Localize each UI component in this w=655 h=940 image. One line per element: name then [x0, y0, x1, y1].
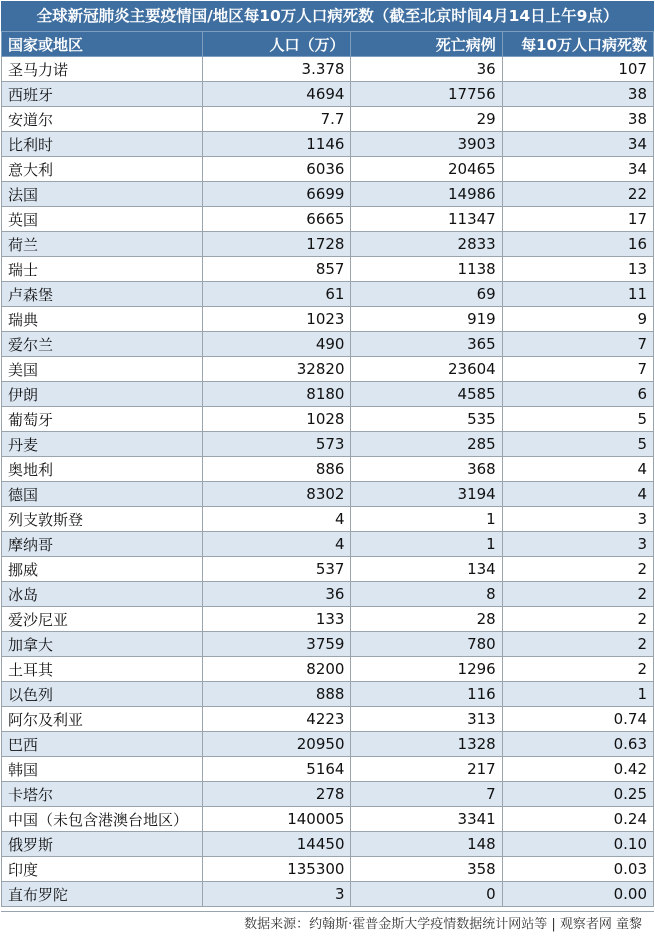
table-row: [2, 807, 654, 832]
deaths-per-100k-cell: 2: [502, 607, 653, 632]
population-cell: 133: [203, 607, 351, 632]
population-cell: 6699: [203, 182, 351, 207]
deaths-per-100k-cell: 0.63: [502, 732, 653, 757]
country-cell: 中国（未包含港澳台地区）: [2, 807, 203, 832]
population-cell: 573: [203, 432, 351, 457]
deaths-per-100k-cell: 7: [502, 332, 653, 357]
deaths-cell: 28: [351, 607, 502, 632]
deaths-per-100k-cell: 0.25: [502, 782, 653, 807]
population-cell: 3: [203, 882, 351, 907]
deaths-cell: 148: [351, 832, 502, 857]
deaths-per-100k-cell: 6: [502, 382, 653, 407]
population-cell: 3.378: [203, 57, 351, 82]
deaths-cell: 0: [351, 882, 502, 907]
population-cell: 4: [203, 507, 351, 532]
country-cell: 西班牙: [2, 82, 203, 107]
country-cell: 瑞士: [2, 257, 203, 282]
deaths-cell: 14986: [351, 182, 502, 207]
column-header-country: 国家或地区: [2, 32, 203, 57]
country-cell: 阿尔及利亚: [2, 707, 203, 732]
population-cell: 1728: [203, 232, 351, 257]
population-cell: 886: [203, 457, 351, 482]
country-cell: 冰岛: [2, 582, 203, 607]
deaths-per-100k-cell: 7: [502, 357, 653, 382]
deaths-per-100k-cell: 0.42: [502, 757, 653, 782]
deaths-per-100k-cell: 2: [502, 657, 653, 682]
country-cell: 美国: [2, 357, 203, 382]
population-cell: 4223: [203, 707, 351, 732]
deaths-cell: 116: [351, 682, 502, 707]
deaths-cell: 23604: [351, 357, 502, 382]
deaths-cell: 3194: [351, 482, 502, 507]
population-cell: 1023: [203, 307, 351, 332]
population-cell: 36: [203, 582, 351, 607]
table-row: [2, 407, 654, 432]
country-cell: 摩纳哥: [2, 532, 203, 557]
header-row: [2, 32, 654, 57]
deaths-cell: 7: [351, 782, 502, 807]
country-cell: 印度: [2, 857, 203, 882]
deaths-per-100k-cell: 4: [502, 482, 653, 507]
deaths-per-100k-cell: 9: [502, 307, 653, 332]
deaths-per-100k-cell: 3: [502, 532, 653, 557]
population-cell: 537: [203, 557, 351, 582]
deaths-cell: 285: [351, 432, 502, 457]
country-cell: 挪威: [2, 557, 203, 582]
table-row: [2, 107, 654, 132]
deaths-per-100k-cell: 17: [502, 207, 653, 232]
country-cell: 比利时: [2, 132, 203, 157]
country-cell: 奥地利: [2, 457, 203, 482]
table-row: [2, 82, 654, 107]
deaths-per-100k-cell: 2: [502, 632, 653, 657]
deaths-cell: 36: [351, 57, 502, 82]
table-row: [2, 882, 654, 907]
table-row: [2, 607, 654, 632]
table-row: [2, 132, 654, 157]
country-cell: 荷兰: [2, 232, 203, 257]
population-cell: 6665: [203, 207, 351, 232]
deaths-cell: 2833: [351, 232, 502, 257]
deaths-per-100k-cell: 3: [502, 507, 653, 532]
table-row: [2, 157, 654, 182]
country-cell: 葡萄牙: [2, 407, 203, 432]
country-cell: 以色列: [2, 682, 203, 707]
column-header-population: 人口（万）: [203, 32, 351, 57]
deaths-per-100k-cell: 34: [502, 132, 653, 157]
population-cell: 14450: [203, 832, 351, 857]
deaths-cell: 365: [351, 332, 502, 357]
table-row: [2, 732, 654, 757]
deaths-per-100k-cell: 0.24: [502, 807, 653, 832]
population-cell: 135300: [203, 857, 351, 882]
table-row: [2, 682, 654, 707]
table-row: [2, 507, 654, 532]
country-cell: 巴西: [2, 732, 203, 757]
table-row: [2, 307, 654, 332]
table-row: [2, 582, 654, 607]
table-row: [2, 332, 654, 357]
population-cell: 3759: [203, 632, 351, 657]
country-cell: 土耳其: [2, 657, 203, 682]
population-cell: 857: [203, 257, 351, 282]
country-cell: 加拿大: [2, 632, 203, 657]
population-cell: 8302: [203, 482, 351, 507]
country-cell: 德国: [2, 482, 203, 507]
table-row: [2, 832, 654, 857]
table-row: [2, 432, 654, 457]
table-row: [2, 757, 654, 782]
deaths-cell: 1: [351, 532, 502, 557]
source-note: 数据来源：约翰斯·霍普金斯大学疫情数据统计网站等 | 观察者网 童黎: [1, 911, 654, 938]
country-cell: 爱尔兰: [2, 332, 203, 357]
deaths-per-100k-cell: 2: [502, 582, 653, 607]
deaths-cell: 8: [351, 582, 502, 607]
deaths-cell: 17756: [351, 82, 502, 107]
country-cell: 卢森堡: [2, 282, 203, 307]
deaths-cell: 358: [351, 857, 502, 882]
deaths-per-100k-cell: 38: [502, 107, 653, 132]
deaths-cell: 313: [351, 707, 502, 732]
table-body: [2, 57, 654, 907]
deaths-per-100k-cell: 5: [502, 407, 653, 432]
population-cell: 4: [203, 532, 351, 557]
deaths-cell: 217: [351, 757, 502, 782]
deaths-cell: 1: [351, 507, 502, 532]
deaths-per-100k-cell: 2: [502, 557, 653, 582]
country-cell: 瑞典: [2, 307, 203, 332]
deaths-cell: 29: [351, 107, 502, 132]
country-cell: 伊朗: [2, 382, 203, 407]
table-row: [2, 482, 654, 507]
country-cell: 法国: [2, 182, 203, 207]
deaths-cell: 3341: [351, 807, 502, 832]
table-row: [2, 232, 654, 257]
deaths-per-100k-cell: 13: [502, 257, 653, 282]
deaths-cell: 1296: [351, 657, 502, 682]
deaths-cell: 3903: [351, 132, 502, 157]
population-cell: 32820: [203, 357, 351, 382]
deaths-per-100k-cell: 0.03: [502, 857, 653, 882]
table-row: [2, 707, 654, 732]
population-cell: 5164: [203, 757, 351, 782]
deaths-cell: 1328: [351, 732, 502, 757]
country-cell: 丹麦: [2, 432, 203, 457]
deaths-per-100k-cell: 38: [502, 82, 653, 107]
population-cell: 8200: [203, 657, 351, 682]
deaths-cell: 780: [351, 632, 502, 657]
country-cell: 安道尔: [2, 107, 203, 132]
population-cell: 20950: [203, 732, 351, 757]
deaths-cell: 20465: [351, 157, 502, 182]
table-row: [2, 657, 654, 682]
death-rate-table: [1, 31, 654, 907]
table-row: [2, 57, 654, 82]
deaths-per-100k-cell: 22: [502, 182, 653, 207]
deaths-per-100k-cell: 11: [502, 282, 653, 307]
table-row: [2, 532, 654, 557]
deaths-cell: 1138: [351, 257, 502, 282]
country-cell: 意大利: [2, 157, 203, 182]
table-row: [2, 207, 654, 232]
deaths-per-100k-cell: 0.10: [502, 832, 653, 857]
population-cell: 888: [203, 682, 351, 707]
column-header-deaths-per-100k: 每10万人口病死数: [502, 32, 653, 57]
table-row: [2, 382, 654, 407]
deaths-per-100k-cell: 107: [502, 57, 653, 82]
population-cell: 490: [203, 332, 351, 357]
deaths-cell: 368: [351, 457, 502, 482]
population-cell: 4694: [203, 82, 351, 107]
table-row: [2, 632, 654, 657]
deaths-per-100k-cell: 1: [502, 682, 653, 707]
deaths-per-100k-cell: 34: [502, 157, 653, 182]
country-cell: 直布罗陀: [2, 882, 203, 907]
table-row: [2, 282, 654, 307]
population-cell: 1146: [203, 132, 351, 157]
deaths-cell: 11347: [351, 207, 502, 232]
table-row: [2, 257, 654, 282]
population-cell: 7.7: [203, 107, 351, 132]
country-cell: 列支敦斯登: [2, 507, 203, 532]
table-row: [2, 557, 654, 582]
country-cell: 韩国: [2, 757, 203, 782]
table-row: [2, 857, 654, 882]
column-header-deaths: 死亡病例: [351, 32, 502, 57]
country-cell: 爱沙尼亚: [2, 607, 203, 632]
deaths-per-100k-cell: 4: [502, 457, 653, 482]
table-row: [2, 457, 654, 482]
deaths-cell: 4585: [351, 382, 502, 407]
deaths-per-100k-cell: 16: [502, 232, 653, 257]
population-cell: 140005: [203, 807, 351, 832]
table-title: 全球新冠肺炎主要疫情国/地区每10万人口病死数（截至北京时间4月14日上午9点）: [1, 1, 654, 31]
country-cell: 俄罗斯: [2, 832, 203, 857]
table-row: [2, 357, 654, 382]
population-cell: 61: [203, 282, 351, 307]
deaths-per-100k-cell: 0.00: [502, 882, 653, 907]
population-cell: 1028: [203, 407, 351, 432]
population-cell: 6036: [203, 157, 351, 182]
table-row: [2, 182, 654, 207]
population-cell: 278: [203, 782, 351, 807]
country-cell: 英国: [2, 207, 203, 232]
table-row: [2, 782, 654, 807]
deaths-cell: 919: [351, 307, 502, 332]
deaths-cell: 134: [351, 557, 502, 582]
country-cell: 圣马力诺: [2, 57, 203, 82]
deaths-per-100k-cell: 5: [502, 432, 653, 457]
country-cell: 卡塔尔: [2, 782, 203, 807]
deaths-cell: 69: [351, 282, 502, 307]
deaths-cell: 535: [351, 407, 502, 432]
population-cell: 8180: [203, 382, 351, 407]
deaths-per-100k-cell: 0.74: [502, 707, 653, 732]
